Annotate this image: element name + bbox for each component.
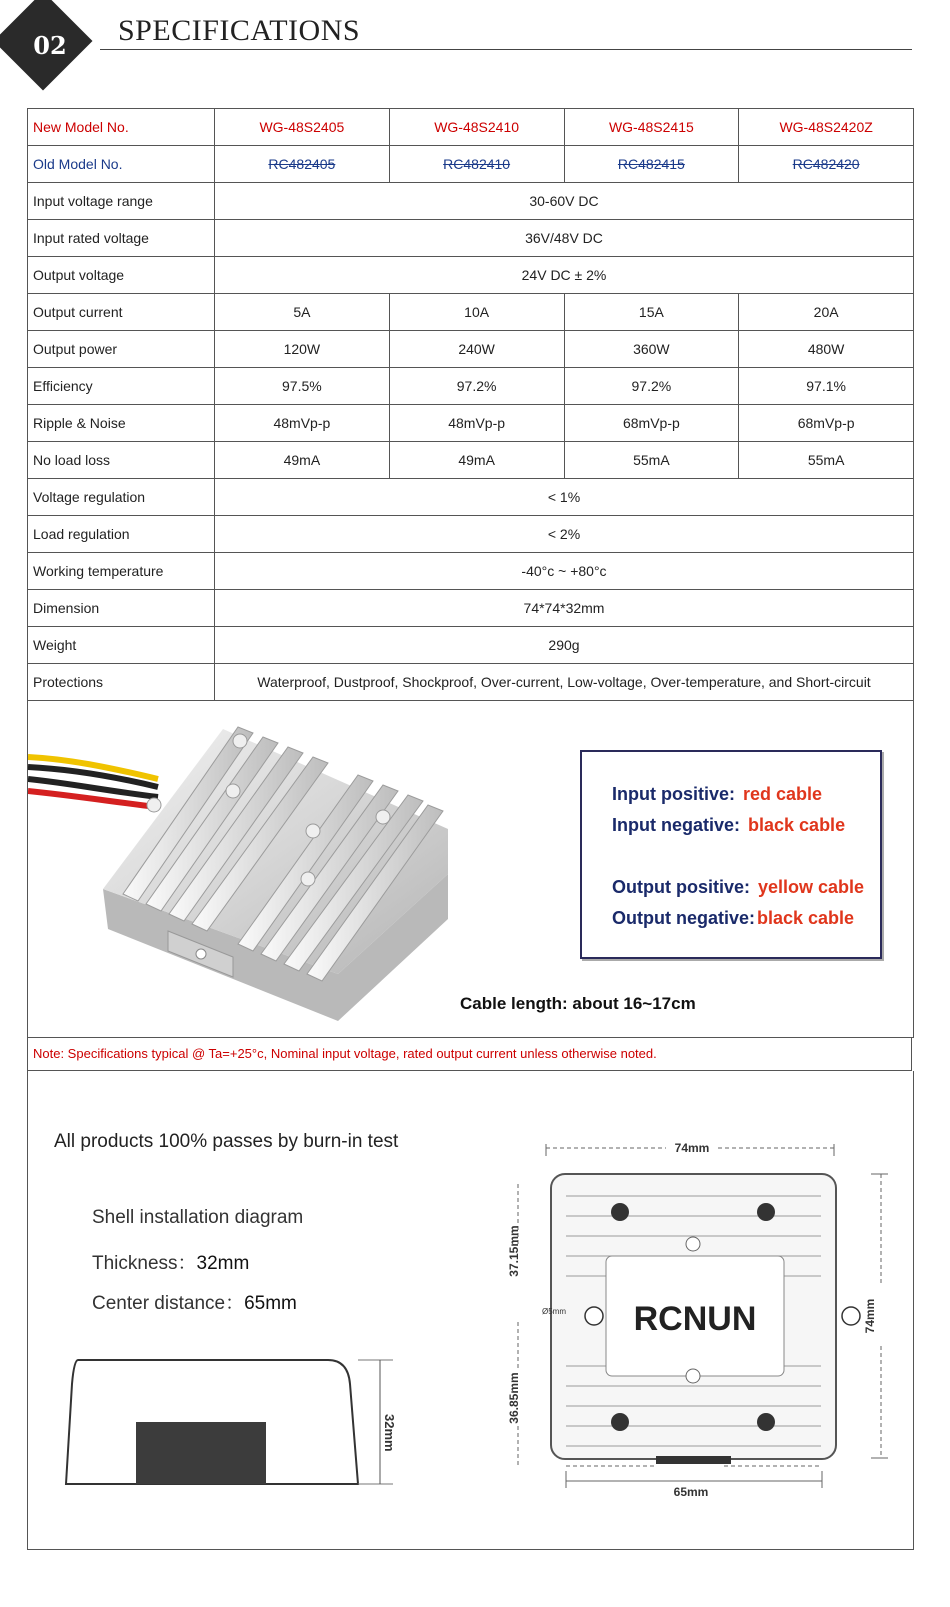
value-cell: 97.2% [389,368,564,405]
model-cell: WG-48S2415 [564,109,739,146]
diagram-title: Shell installation diagram [92,1207,304,1228]
table-row [28,664,914,701]
value-cell: 97.1% [739,368,914,405]
top-width-dim: 74mm [674,1141,710,1155]
value-cell: 5A [215,294,390,331]
thickness-label: Thickness： [92,1253,197,1274]
value-cell: 97.2% [564,368,739,405]
converter-module-image [28,709,498,1029]
spec-note: Note: Specifications typical @ Ta=+25°c, Nominal input voltage, rated output current unless otherwise noted. [27,1037,912,1071]
lower-offset-dim: 36.85mm [507,1372,521,1424]
row-label: No load loss [28,442,215,479]
side-view-diagram [58,1354,398,1504]
input-negative-value: black cable [748,815,846,835]
input-negative-line [612,815,845,836]
table-row [28,220,914,257]
row-label: Old Model No. [28,146,215,183]
header-divider [100,49,912,50]
value-cell: 15A [564,294,739,331]
value-cell: 120W [215,331,390,368]
hole-diameter-dim: Ø5mm [542,1307,566,1316]
value-cell: 68mVp-p [564,405,739,442]
old-model-cell: RC482405 [268,156,336,172]
table-row [28,479,914,516]
section-title: SPECIFICATIONS [118,14,361,47]
row-label: Working temperature [28,553,215,590]
row-label: Input voltage range [28,183,215,220]
section-number: 02 [33,31,67,60]
input-positive-line [612,784,822,805]
thickness-value: 32mm [196,1253,250,1274]
model-cell: WG-48S2410 [389,109,564,146]
table-row [28,294,914,331]
spec-table [27,108,914,701]
old-model-cell: RC482415 [617,156,685,172]
wiring-panel [27,697,914,1038]
row-label: Load regulation [28,516,215,553]
value-cell: < 2% [215,516,914,553]
output-positive-label: Output positive: [612,877,750,897]
value-cell: 290g [215,627,914,664]
section-header [0,0,950,100]
value-cell: 240W [389,331,564,368]
table-row [28,590,914,627]
value-cell: 55mA [739,442,914,479]
value-cell: 74*74*32mm [215,590,914,627]
value-cell: 480W [739,331,914,368]
side-thickness-dim: 32mm [382,1414,397,1452]
value-cell: 68mVp-p [739,405,914,442]
value-cell: < 1% [215,479,914,516]
value-cell: 24V DC ± 2% [215,257,914,294]
table-row [28,442,914,479]
center-distance-dim: 65mm [673,1485,709,1499]
value-cell: Waterproof, Dustproof, Shockproof, Over-current, Low-voltage, Over-temperature, and Short-circuit [215,664,914,701]
model-cell: WG-48S2420Z [739,109,914,146]
row-label: Protections [28,664,215,701]
model-cell: WG-48S2405 [215,109,390,146]
row-label: Efficiency [28,368,215,405]
old-model-cell: RC482410 [443,156,511,172]
row-label: Dimension [28,590,215,627]
table-row [28,183,914,220]
value-cell: 48mVp-p [389,405,564,442]
thickness-line [92,1248,249,1275]
table-row [28,553,914,590]
table-row [28,109,914,146]
row-label: Output power [28,331,215,368]
row-label: Weight [28,627,215,664]
value-cell: 49mA [389,442,564,479]
center-distance-value: 65mm [244,1293,297,1314]
table-row [28,627,914,664]
input-negative-label: Input negative: [612,815,741,835]
row-label: Ripple & Noise [28,405,215,442]
value-cell: 36V/48V DC [215,220,914,257]
brand-logo: RCNUN [633,1300,757,1338]
table-row [28,331,914,368]
output-negative-label: Output negative: [612,908,755,928]
table-row [28,257,914,294]
value-cell: 30-60V DC [215,183,914,220]
burn-in-text: All products 100% passes by burn-in test [54,1131,399,1152]
row-label: Input rated voltage [28,220,215,257]
output-negative-line [612,908,854,929]
upper-offset-dim: 37.15mm [507,1225,521,1277]
value-cell: 55mA [564,442,739,479]
input-positive-label: Input positive: [612,784,735,804]
center-distance-label: Center distance： [92,1293,245,1314]
old-model-cell: RC482420 [792,156,860,172]
value-cell: 48mVp-p [215,405,390,442]
row-label: New Model No. [28,109,215,146]
input-positive-value: red cable [743,784,823,804]
table-row [28,516,914,553]
value-cell: 20A [739,294,914,331]
installation-panel [27,1071,914,1550]
value-cell: 97.5% [215,368,390,405]
row-label: Voltage regulation [28,479,215,516]
center-distance-line [92,1288,297,1315]
value-cell: 10A [389,294,564,331]
value-cell: 360W [564,331,739,368]
wiring-info-box [580,750,882,959]
row-label: Output voltage [28,257,215,294]
value-cell: -40°c ~ +80°c [215,553,914,590]
output-positive-line [612,877,864,898]
output-negative-value: black cable [757,908,855,928]
table-row [28,405,914,442]
value-cell: 49mA [215,442,390,479]
output-positive-value: yellow cable [758,877,865,897]
table-row [28,146,914,183]
top-height-dim: 74mm [863,1298,877,1334]
cable-length: Cable length: about 16~17cm [460,994,696,1013]
row-label: Output current [28,294,215,331]
top-view-diagram [496,1126,896,1526]
table-row [28,368,914,405]
